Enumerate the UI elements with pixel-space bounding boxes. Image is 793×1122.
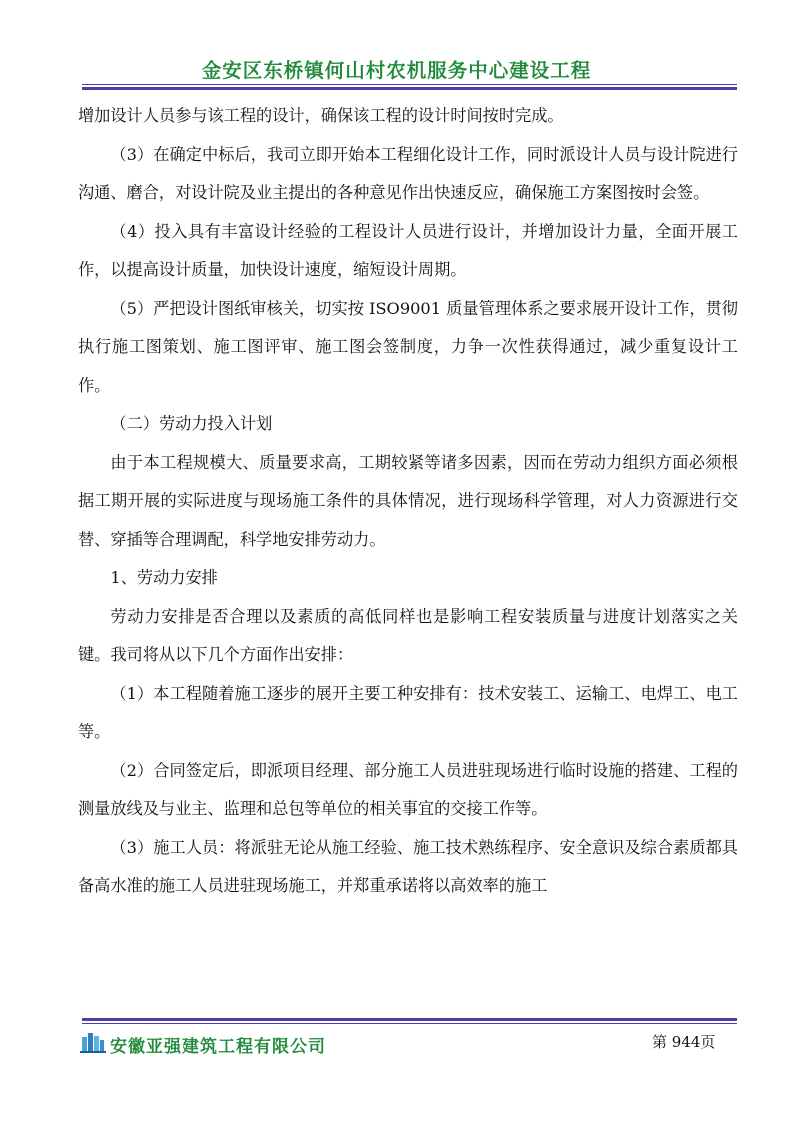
paragraph: （1）本工程随着施工逐步的展开主要工种安排有：技术安装工、运输工、电焊工、电工等。 [78,683,738,741]
paragraph: （2）合同签定后，即派项目经理、部分施工人员进驻现场进行临时设施的搭建、工程的测量放线及与业主、监理和总包等单位的相关事宜的交接工作等。 [78,760,738,818]
page-header-title: 金安区东桥镇何山村农机服务中心建设工程 [201,59,592,82]
document-body [78,97,738,906]
building-logo-icon [80,1031,106,1057]
company-name: 安徽亚强建筑工程有限公司 [110,1036,326,1057]
paragraph: 劳动力安排是否合理以及素质的高低同样也是影响工程安装质量与进度计划落实之关键。我司将从以下几个方面作出安排： [78,606,738,664]
page-number: 第 944页 [652,1033,716,1051]
footer-rule-thick [82,1018,737,1021]
paragraph: 增加设计人员参与该工程的设计，确保该工程的设计时间按时完成。 [78,106,564,125]
paragraph: （3）在确定中标后，我司立即开始本工程细化设计工作，同时派设计人员与设计院进行沟通、磨合，对设计院及业主提出的各种意见作出快速反应，确保施工方案图按时会签。 [78,144,738,202]
footer-company [80,1031,326,1057]
paragraph: （3）施工人员：将派驻无论从施工经验、施工技术熟练程序、安全意识及综合素质都具备高水准的施工人员进驻现场施工，并郑重承诺将以高效率的施工 [78,837,738,895]
subsection-heading: 1、劳动力安排 [110,568,218,587]
paragraph: （5）严把设计图纸审核关，切实按 ISO9001 质量管理体系之要求展开设计工作，贯彻执行施工图策划、施工图评审、施工图会签制度，力争一次性获得通过，减少重复设计工作。 [78,298,738,395]
paragraph: （4）投入具有丰富设计经验的工程设计人员进行设计，并增加设计力量，全面开展工作，以提高设计质量，加快设计速度，缩短设计周期。 [78,221,738,279]
section-heading: （二）劳动力投入计划 [110,414,273,433]
header-rule-thin [82,84,737,85]
paragraph: 由于本工程规模大、质量要求高，工期较紧等诸多因素，因而在劳动力组织方面必须根据工期开展的实际进度与现场施工条件的具体情况，进行现场科学管理，对人力资源进行交替、穿插等合理调配，科学地安排劳动力。 [78,452,738,549]
footer-rule-thin [82,1023,737,1024]
header-rule-thick [82,87,737,90]
